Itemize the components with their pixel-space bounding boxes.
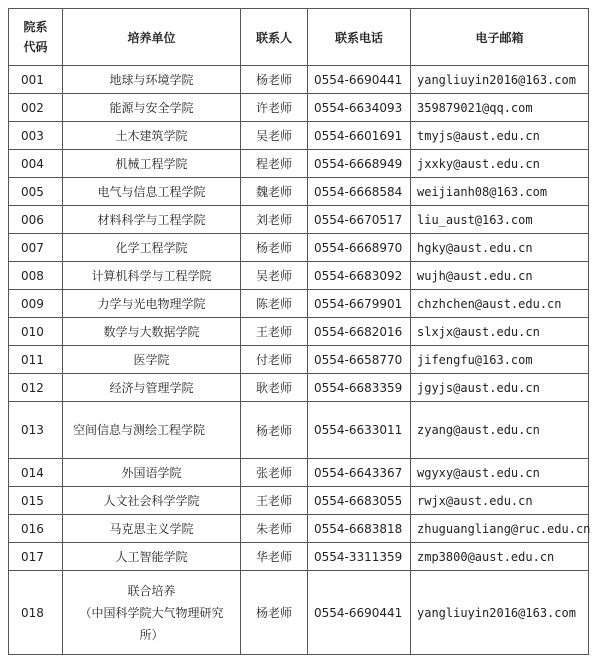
cell-code: 014 bbox=[9, 459, 63, 487]
table-row bbox=[9, 543, 589, 571]
header-code-line2: 代码 bbox=[23, 40, 48, 54]
cell-code: 011 bbox=[9, 346, 63, 374]
cell-code: 003 bbox=[9, 122, 63, 150]
header-unit: 培养单位 bbox=[63, 9, 241, 66]
cell-email: zyang@aust.edu.cn bbox=[411, 402, 589, 459]
cell-code: 001 bbox=[9, 66, 63, 94]
cell-contact: 朱老师 bbox=[241, 515, 308, 543]
cell-phone: 0554-6633011 bbox=[308, 402, 411, 459]
cell-phone: 0554-6658770 bbox=[308, 346, 411, 374]
cell-unit: 计算机科学与工程学院 bbox=[63, 262, 241, 290]
cell-contact: 华老师 bbox=[241, 543, 308, 571]
cell-phone: 0554-6683055 bbox=[308, 487, 411, 515]
cell-phone: 0554-3311359 bbox=[308, 543, 411, 571]
cell-contact: 杨老师 bbox=[241, 571, 308, 655]
cell-phone: 0554-6683359 bbox=[308, 374, 411, 402]
cell-phone: 0554-6683092 bbox=[308, 262, 411, 290]
cell-unit: 人工智能学院 bbox=[63, 543, 241, 571]
cell-phone: 0554-6643367 bbox=[308, 459, 411, 487]
cell-email: 359879021@qq.com bbox=[411, 94, 589, 122]
cell-email: slxjx@aust.edu.cn bbox=[411, 318, 589, 346]
cell-code: 013 bbox=[9, 402, 63, 459]
cell-contact: 魏老师 bbox=[241, 178, 308, 206]
table-header-row bbox=[9, 9, 589, 66]
cell-email: jxxky@aust.edu.cn bbox=[411, 150, 589, 178]
cell-email: hgky@aust.edu.cn bbox=[411, 234, 589, 262]
cell-unit: 力学与光电物理学院 bbox=[63, 290, 241, 318]
header-phone: 联系电话 bbox=[308, 9, 411, 66]
cell-phone: 0554-6670517 bbox=[308, 206, 411, 234]
cell-phone: 0554-6668970 bbox=[308, 234, 411, 262]
cell-contact: 杨老师 bbox=[241, 234, 308, 262]
cell-phone: 0554-6634093 bbox=[308, 94, 411, 122]
cell-email: zmp3800@aust.edu.cn bbox=[411, 543, 589, 571]
cell-unit: 马克思主义学院 bbox=[63, 515, 241, 543]
cell-code: 006 bbox=[9, 206, 63, 234]
cell-email: yangliuyin2016@163.com bbox=[411, 66, 589, 94]
table-row bbox=[9, 374, 589, 402]
cell-code: 005 bbox=[9, 178, 63, 206]
table-row bbox=[9, 487, 589, 515]
cell-email: liu_aust@163.com bbox=[411, 206, 589, 234]
cell-email: wujh@aust.edu.cn bbox=[411, 262, 589, 290]
cell-phone: 0554-6683818 bbox=[308, 515, 411, 543]
cell-unit: 地球与环境学院 bbox=[63, 66, 241, 94]
cell-phone: 0554-6690441 bbox=[308, 66, 411, 94]
cell-contact: 付老师 bbox=[241, 346, 308, 374]
cell-email: weijianh08@163.com bbox=[411, 178, 589, 206]
cell-email: yangliuyin2016@163.com bbox=[411, 571, 589, 655]
contact-table bbox=[8, 8, 589, 655]
cell-unit: 电气与信息工程学院 bbox=[63, 178, 241, 206]
cell-email: rwjx@aust.edu.cn bbox=[411, 487, 589, 515]
cell-contact: 王老师 bbox=[241, 318, 308, 346]
cell-email: wgyxy@aust.edu.cn bbox=[411, 459, 589, 487]
cell-phone: 0554-6668949 bbox=[308, 150, 411, 178]
cell-code: 007 bbox=[9, 234, 63, 262]
table-row bbox=[9, 94, 589, 122]
table-row bbox=[9, 459, 589, 487]
cell-phone: 0554-6682016 bbox=[308, 318, 411, 346]
table-row bbox=[9, 262, 589, 290]
cell-contact: 吴老师 bbox=[241, 122, 308, 150]
table-row bbox=[9, 178, 589, 206]
cell-phone: 0554-6601691 bbox=[308, 122, 411, 150]
cell-contact: 许老师 bbox=[241, 94, 308, 122]
cell-contact: 杨老师 bbox=[241, 402, 308, 459]
header-code-line1: 院系 bbox=[23, 20, 48, 34]
cell-email: tmyjs@aust.edu.cn bbox=[411, 122, 589, 150]
cell-code: 008 bbox=[9, 262, 63, 290]
table-row bbox=[9, 515, 589, 543]
table-row bbox=[9, 206, 589, 234]
cell-unit bbox=[63, 571, 241, 655]
table-row bbox=[9, 402, 589, 459]
cell-code: 002 bbox=[9, 94, 63, 122]
cell-code: 015 bbox=[9, 487, 63, 515]
cell-contact: 程老师 bbox=[241, 150, 308, 178]
cell-unit-line3: 所） bbox=[139, 627, 164, 642]
cell-phone: 0554-6679901 bbox=[308, 290, 411, 318]
cell-unit: 能源与安全学院 bbox=[63, 94, 241, 122]
table-row bbox=[9, 150, 589, 178]
cell-unit-line2: （中国科学院大气物理研究 bbox=[79, 605, 224, 620]
cell-phone: 0554-6690441 bbox=[308, 571, 411, 655]
cell-unit: 材料科学与工程学院 bbox=[63, 206, 241, 234]
cell-unit: 空间信息与测绘工程学院 bbox=[63, 402, 241, 459]
table-row bbox=[9, 346, 589, 374]
cell-contact: 耿老师 bbox=[241, 374, 308, 402]
table-row bbox=[9, 571, 589, 655]
cell-contact: 杨老师 bbox=[241, 66, 308, 94]
table-row bbox=[9, 234, 589, 262]
cell-contact: 刘老师 bbox=[241, 206, 308, 234]
cell-code: 018 bbox=[9, 571, 63, 655]
header-email: 电子邮箱 bbox=[411, 9, 589, 66]
cell-code: 017 bbox=[9, 543, 63, 571]
cell-contact: 张老师 bbox=[241, 459, 308, 487]
cell-unit: 外国语学院 bbox=[63, 459, 241, 487]
header-code bbox=[9, 9, 63, 66]
cell-email: zhuguangliang@ruc.edu.cn bbox=[411, 515, 589, 543]
table-row bbox=[9, 66, 589, 94]
cell-phone: 0554-6668584 bbox=[308, 178, 411, 206]
cell-contact: 吴老师 bbox=[241, 262, 308, 290]
cell-unit: 土木建筑学院 bbox=[63, 122, 241, 150]
cell-unit: 化学工程学院 bbox=[63, 234, 241, 262]
cell-unit: 经济与管理学院 bbox=[63, 374, 241, 402]
table-row bbox=[9, 290, 589, 318]
cell-code: 009 bbox=[9, 290, 63, 318]
cell-unit: 人文社会科学学院 bbox=[63, 487, 241, 515]
cell-code: 004 bbox=[9, 150, 63, 178]
cell-unit-line1: 联合培养 bbox=[127, 583, 176, 598]
cell-email: jgyjs@aust.edu.cn bbox=[411, 374, 589, 402]
cell-contact: 陈老师 bbox=[241, 290, 308, 318]
table-row bbox=[9, 318, 589, 346]
cell-unit: 数学与大数据学院 bbox=[63, 318, 241, 346]
cell-code: 016 bbox=[9, 515, 63, 543]
cell-unit: 医学院 bbox=[63, 346, 241, 374]
cell-contact: 王老师 bbox=[241, 487, 308, 515]
cell-code: 010 bbox=[9, 318, 63, 346]
table-row bbox=[9, 122, 589, 150]
cell-email: jifengfu@163.com bbox=[411, 346, 589, 374]
cell-unit: 机械工程学院 bbox=[63, 150, 241, 178]
cell-code: 012 bbox=[9, 374, 63, 402]
cell-email: chzhchen@aust.edu.cn bbox=[411, 290, 589, 318]
header-contact: 联系人 bbox=[241, 9, 308, 66]
